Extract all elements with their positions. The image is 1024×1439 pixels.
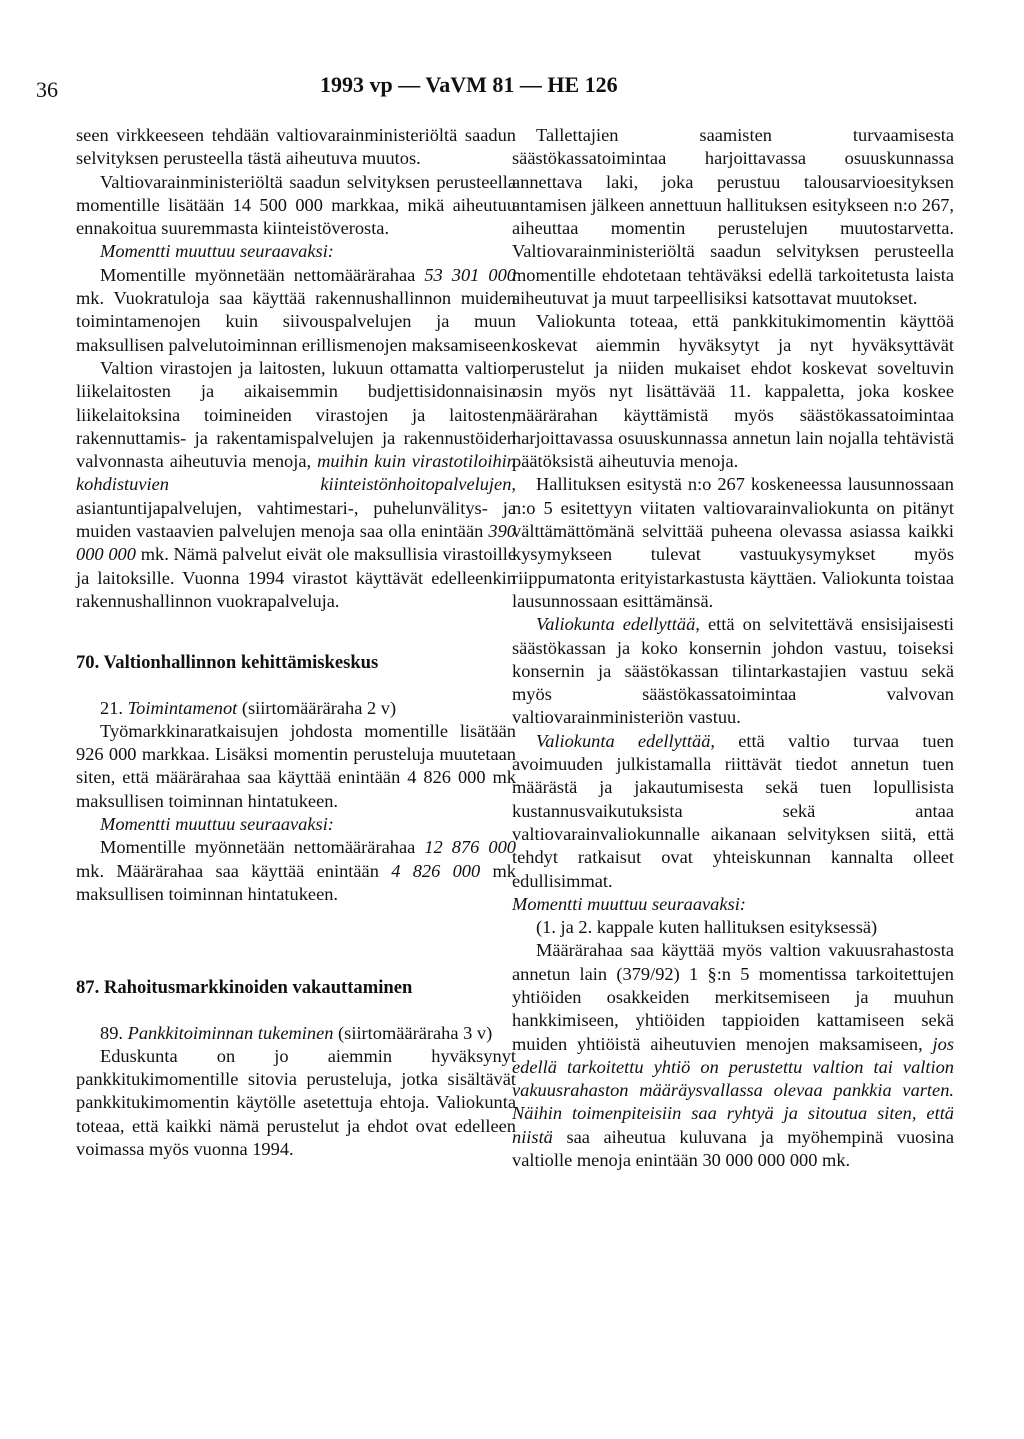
paragraph bbox=[76, 1022, 516, 1045]
text: mk. Määrärahaa saa käyttää enintään bbox=[76, 860, 379, 881]
paragraph: Hallituksen esitystä n:o 267 koskeneessa lausunnossaan n:o 5 esitettyyn viitaten valtiovarainvaliokunta on pitänyt välttämättömänä selvittää puheena olevassa asiassa kaikki kysymykseen tulevat vastuukysymykset myös riippumatonta erityistarkastusta käyttäen. Valiokunta toistaa lausunnossaan esittämänsä. bbox=[512, 474, 954, 611]
italic-text: Pankkitoiminnan tukeminen bbox=[127, 1022, 334, 1043]
paragraph bbox=[512, 613, 954, 729]
page-number: 36 bbox=[36, 77, 58, 102]
paragraph bbox=[76, 240, 516, 263]
italic-text: Momentti muuttuu seuraavaksi: bbox=[100, 241, 334, 262]
text: Valtion virastojen ja laitosten, lukuun ottamatta valtion liikelaitosten ja aikaisemmin budjettisidonnaisina liikelaitoksina toimineiden virastojen ja laitosten, rakennuttamis- ja rakentamispalvelujen ja rakennustöiden valvonnasta aiheutuvia menoja, bbox=[76, 357, 516, 472]
amount: 390 000 000 bbox=[76, 521, 516, 565]
paragraph bbox=[76, 264, 516, 357]
paragraph: Eduskunta on jo aiemmin hyväksynyt pankkitukimomentille sitovia perusteluja, jotka sisältävät pankkitukimomentin käytölle asetettuja ehtoja. Valiokunta toteaa, että kaikki nämä perustelut ja ehdot ovat edelleen voimassa myös vuonna 1994. bbox=[76, 1045, 516, 1159]
text: että on selvitettävä ensisijaisesti säästökassan ja koko konsernin johdon vastuu, toiseksi konsernin ja säästökassan tilintarkastajien vastuu sekä myös säästökassatoimintaa valvovan valtiovarainministeriön vastuu. bbox=[512, 614, 954, 728]
paragraph: Tallettajien saamisten turvaamisesta säästökassatoimintaa harjoittavassa osuuskunnassa annettava laki, joka perustuu talousarvioesityksen antamisen jälkeen annettuun hallituksen esitykseen n:o 267, aiheuttaa momentin perustelujen muutostarvetta. Valtiovarainministeriöltä saadun selvityksen perusteella momentille ehdotetaan tehtäväksi edellä tarkoitetusta laista aiheutuvat ja muut tarpeellisiksi katsottavat muutokset. bbox=[512, 125, 954, 309]
paragraph: (1. ja 2. kappale kuten hallituksen esityksessä) bbox=[536, 917, 878, 938]
paragraph: Työmarkkinaratkaisujen johdosta momentille lisätään 926 000 markkaa. Lisäksi momentin perusteluja muutetaan siten, että määrärahaa saa käyttää enintään 4 826 000 mk maksullisen toiminnan hintatukeen. bbox=[76, 720, 516, 811]
text: Momentille myönnetään nettomäärärahaa bbox=[100, 837, 416, 858]
italic-text: Momentti muuttuu seuraavaksi: bbox=[512, 893, 746, 914]
paragraph bbox=[76, 836, 516, 906]
paragraph bbox=[76, 697, 516, 720]
paragraph: Valiokunta toteaa, että pankkitukimomentin käyttöä koskevat aiemmin hyväksytyt ja nyt hyväksyttävät perustelut ja niiden mukaiset ehdot koskevat soveltuvin osin myös nyt lisättävää 11. kappaletta, joka koskee määrärahan käyttämistä myös säästökassatoimintaa harjoittavassa osuuskunnassa annetun lain nojalla tehtävistä päätöksistä aiheutuvia menoja. bbox=[512, 311, 954, 472]
paragraph bbox=[512, 730, 954, 893]
section-heading: 70. Valtionhallinnon kehittämiskeskus bbox=[76, 652, 379, 674]
text: että valtio turvaa tuen avoimuuden julkistamalla riittävät tiedot annetun tuen määrästä ja jakautumisesta sekä tuen lopullisista kustannusvaikutuksista sekä antaa valtiovarainvaliokunnalle aikanaan selvityksen siitä, että tehdyt ratkaisut ovat yhteiskunnan kannalta olleet edullisimmat. bbox=[512, 730, 954, 891]
paragraph: Valtiovarainministeriöltä saadun selvityksen perusteella momentille lisätään 14 500 000 markkaa, mikä aiheutuu ennakoitua suuremmasta kiinteistöverosta. bbox=[76, 171, 516, 239]
text: mk. Vuokratuloja saa käyttää rakennushallinnon muiden toimintamenojen kuin siivouspalvelujen ja muun maksullisen palvelutoiminnan erillismenojen maksamiseen. bbox=[76, 288, 516, 355]
amount: 12 876 000 bbox=[424, 837, 516, 858]
text: (siirtomääräraha 3 v) bbox=[338, 1022, 493, 1043]
italic-text: Valiokunta edellyttää, bbox=[536, 730, 716, 751]
paragraph bbox=[76, 813, 516, 836]
text: 21. bbox=[100, 697, 123, 718]
italic-text: muihin kuin virastotiloihin kohdistuvien kiinteistönhoitopalvelujen, bbox=[76, 451, 516, 495]
text: mk. Nämä palvelut eivät ole maksullisia virastoille ja laitoksille. Vuonna 1994 virastot käyttävät edelleenkin rakennushallinnon vuokrapalveluja. bbox=[76, 544, 516, 611]
text: (siirtomääräraha 2 v) bbox=[241, 697, 397, 718]
paragraph bbox=[76, 357, 516, 613]
left-column bbox=[76, 124, 516, 1161]
amount: 53 301 000 bbox=[424, 264, 516, 285]
paragraph: seen virkkeeseen tehdään valtiovarainministeriöltä saadun selvityksen perusteella tästä aiheutuva muutos. bbox=[76, 125, 516, 169]
text: Määrärahaa saa käyttää myös valtion vakuusrahastosta annetun lain (379/92) 1 §:n 5 momentissa tarkoitettujen yhtiöiden osakkeiden merkitsemiseen ja muuhun hankkimiseen, yhtiöiden tappioiden kattamiseen sekä muiden yhtiöistä aiheutuvien menojen maksamiseen, bbox=[512, 940, 954, 1054]
amount: 4 826 000 bbox=[391, 860, 481, 881]
paragraph bbox=[512, 893, 954, 916]
running-header: 1993 vp — VaVM 81 — HE 126 bbox=[320, 72, 618, 97]
text: Momentille myönnetään nettomäärärahaa bbox=[100, 264, 416, 285]
text: 89. bbox=[100, 1022, 123, 1043]
paragraph bbox=[512, 939, 954, 1172]
italic-text: jos edellä tarkoitettu yhtiö on perustettu valtion tai valtion vakuusrahaston määräysvallassa olevaa pankkia varten. Näihin toimenpiteisiin saa ryhtyä ja sitoutua siten, että niistä bbox=[512, 1033, 955, 1147]
italic-text: Momentti muuttuu seuraavaksi: bbox=[100, 814, 334, 835]
italic-text: Toimintamenot bbox=[127, 697, 238, 718]
text: mk maksullisen toiminnan hintatukeen. bbox=[76, 860, 516, 904]
text: saa aiheutua kuluvana ja myöhempinä vuosina valtiolle menoja enintään 30 000 000 000 mk. bbox=[512, 1126, 954, 1171]
section-heading: 87. Rahoitusmarkkinoiden vakauttaminen bbox=[76, 977, 413, 999]
right-column bbox=[512, 124, 954, 1172]
italic-text: Valiokunta edellyttää, bbox=[536, 614, 700, 635]
text: asiantuntijapalvelujen, vahtimestari-, puhelunvälitys- ja muiden vastaavien palvelujen menoja saa olla enintään bbox=[76, 497, 516, 542]
